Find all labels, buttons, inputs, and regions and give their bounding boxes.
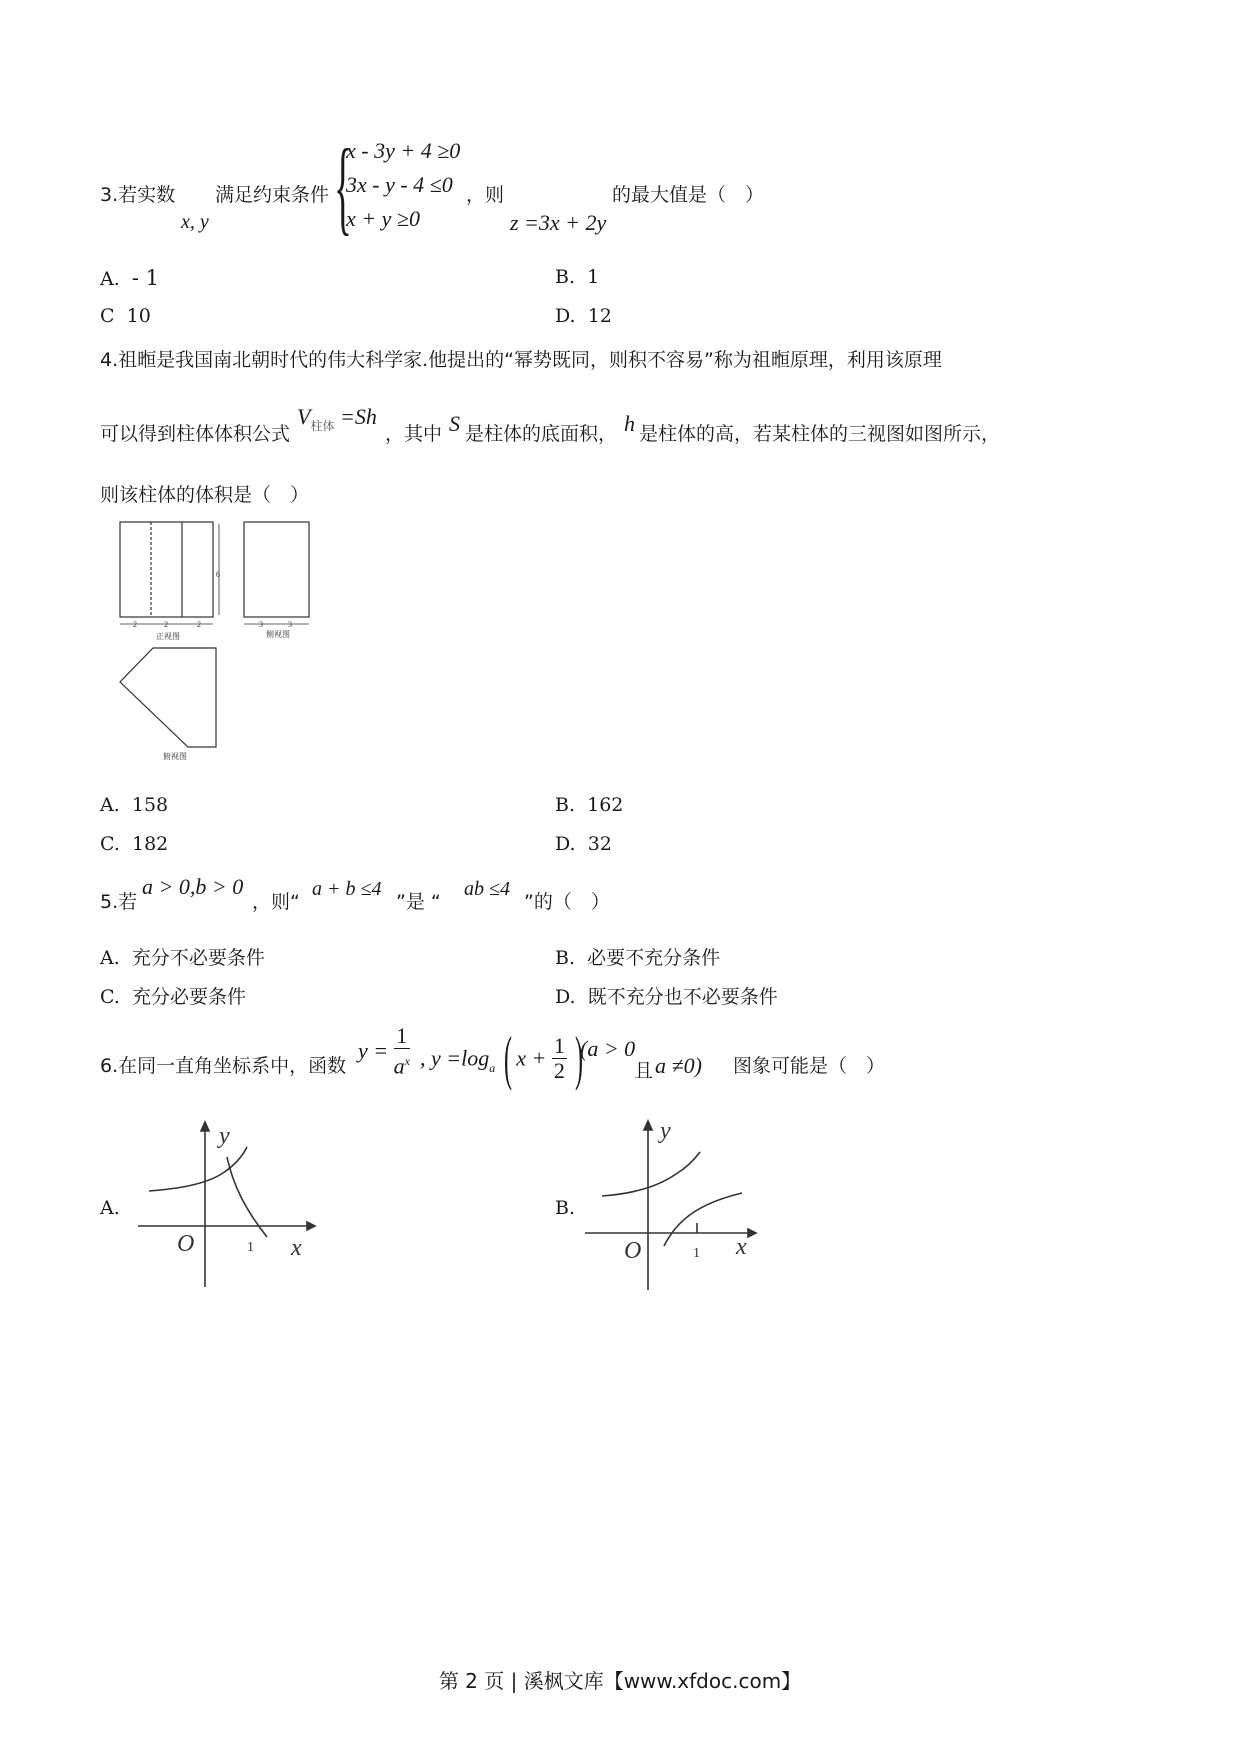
origin-label: O <box>177 1231 195 1257</box>
q6-cond-b: a ≠0) <box>655 1053 702 1078</box>
option-value: 158 <box>131 794 169 816</box>
option-label: A. <box>100 268 120 290</box>
q4-option-b[interactable] <box>555 794 623 816</box>
q3-stem-d: 的最大值是（ ） <box>612 184 765 206</box>
q6-option-a-label[interactable]: A. <box>100 1197 120 1219</box>
front-dim-2: 2 <box>164 620 168 629</box>
option-label: B. <box>555 266 576 288</box>
q3-option-b[interactable] <box>555 266 599 288</box>
q3-stem-b: 满足约束条件 <box>215 184 330 206</box>
option-label: C. <box>100 986 120 1008</box>
f2-fraction <box>552 1034 567 1083</box>
q3-option-d[interactable] <box>555 305 612 327</box>
q6-function-1 <box>358 1024 410 1078</box>
option-label: D. <box>555 833 576 855</box>
q3-stem-a: 3.若实数 <box>100 184 176 206</box>
q3-stem-c: ，则 <box>466 184 505 206</box>
q3-constraint-2: 3x - y - 4 ≤0 <box>346 172 453 197</box>
q4-three-view-figure <box>112 515 322 763</box>
top-view-label: 俯视图 <box>163 752 187 761</box>
option-label: C. <box>100 833 120 855</box>
q4-line-2c: 是柱体的底面积， <box>465 423 618 445</box>
q4-option-a[interactable] <box>100 794 168 816</box>
q6-cond-qie: 且 <box>634 1060 654 1082</box>
f1-den-sup: x <box>404 1054 410 1068</box>
q4-h-symbol: h <box>624 411 635 436</box>
axis-x-label: x <box>736 1234 747 1260</box>
front-view-label: 正视图 <box>156 632 180 641</box>
f2-base: a <box>489 1061 496 1075</box>
q3-constraint-3: x + y ≥0 <box>346 206 420 231</box>
q6-cond-a: (a > 0 <box>580 1036 636 1061</box>
x-axis-arrow <box>748 1229 756 1237</box>
q4-option-c[interactable] <box>100 833 168 855</box>
q6-graph-a[interactable] <box>135 1115 325 1290</box>
side-view-label: 侧视图 <box>266 630 290 639</box>
q5-option-b[interactable] <box>555 943 720 970</box>
f1-num: 1 <box>394 1024 410 1049</box>
formula-v: V <box>297 404 311 429</box>
top-view-polygon <box>120 648 216 747</box>
side-view-rect <box>244 522 309 617</box>
q5-stem-a: 5.若 <box>100 891 138 913</box>
q5-option-d[interactable] <box>555 982 778 1009</box>
f2-num: 1 <box>553 1033 565 1058</box>
option-value: 32 <box>587 833 612 855</box>
q5-option-c[interactable] <box>100 982 246 1009</box>
f2-den: 2 <box>553 1058 565 1083</box>
y-axis-arrow <box>644 1121 652 1130</box>
f1-den-base: a <box>393 1053 405 1079</box>
f1-lhs: y = <box>358 1038 389 1064</box>
formula-rhs: =Sh <box>339 404 377 429</box>
q4-line-3: 则该柱体的体积是（ ） <box>100 484 310 506</box>
option-label: A. <box>100 794 120 816</box>
option-value: 1 <box>587 266 600 288</box>
axis-x-label: x <box>291 1235 302 1261</box>
q5-stem-c: ”是 “ <box>396 891 441 913</box>
f1-den <box>394 1049 410 1078</box>
q6-option-b-label[interactable]: B. <box>555 1197 576 1219</box>
option-value: 162 <box>587 794 624 816</box>
axis-y-label: y <box>660 1118 671 1144</box>
q5-p: a + b ≤4 <box>312 878 382 900</box>
q4-line-2b: ，其中 <box>385 423 443 445</box>
f2-arg-x: x + <box>516 1045 547 1071</box>
f2-paren-right: ) <box>575 1025 584 1091</box>
option-label: D. <box>555 305 576 327</box>
option-value: 充分必要条件 <box>132 986 247 1008</box>
option-value: 12 <box>587 305 612 327</box>
front-view-rect <box>120 522 213 617</box>
option-label: B. <box>555 794 576 816</box>
tick-label: 1 <box>693 1246 700 1261</box>
q5-stem-b: ，则“ <box>252 891 300 913</box>
q4-option-d[interactable] <box>555 833 612 855</box>
option-label: B. <box>555 947 576 969</box>
origin-label: O <box>624 1238 642 1264</box>
q4-line-2a: 可以得到柱体体积公式 <box>100 423 291 445</box>
q6-stem-a: 6.在同一直角坐标系中，函数 <box>100 1055 347 1077</box>
front-dim-3: 2 <box>197 620 201 629</box>
curve-exponential <box>149 1147 247 1191</box>
q4-s-symbol: S <box>449 411 460 436</box>
q3-brace: { <box>334 128 352 245</box>
option-value: 10 <box>126 305 151 327</box>
x-axis-arrow <box>307 1222 315 1230</box>
option-label: A. <box>100 947 120 969</box>
q5-condition: a > 0,b > 0 <box>142 874 244 899</box>
option-value: - 1 <box>131 266 159 290</box>
q3-option-a[interactable] <box>100 266 159 290</box>
front-dim-1: 2 <box>133 620 137 629</box>
option-value: 必要不充分条件 <box>587 947 721 969</box>
q3-vars: x, y <box>181 211 209 233</box>
y-axis-arrow <box>201 1122 209 1131</box>
side-dim-2: 3 <box>288 620 292 629</box>
q3-objective: z =3x + 2y <box>510 210 607 235</box>
height-dim: 6 <box>216 570 220 579</box>
f2-lhs: , y =log <box>420 1045 490 1071</box>
q4-line-2d: 是柱体的高，若某柱体的三视图如图所示， <box>639 423 1001 445</box>
axis-y-label: y <box>219 1123 230 1149</box>
option-value: 充分不必要条件 <box>131 947 265 969</box>
option-label: D. <box>555 986 576 1008</box>
q4-formula <box>297 404 377 433</box>
curve-log <box>227 1157 267 1237</box>
f1-fraction <box>394 1024 410 1078</box>
q5-stem-d: ”的（ ） <box>524 891 610 913</box>
q6-function-2 <box>420 1024 582 1093</box>
q6-graph-b[interactable] <box>580 1110 770 1295</box>
formula-sub: 柱体 <box>310 419 335 433</box>
tick-label: 1 <box>247 1240 254 1255</box>
q6-stem-b: 图象可能是（ ） <box>733 1055 886 1077</box>
side-dim-1: 3 <box>259 620 263 629</box>
q5-q: ab ≤4 <box>464 878 510 900</box>
curve-log <box>664 1193 742 1246</box>
q3-constraint-1: x - 3y + 4 ≥0 <box>346 138 461 163</box>
option-value: 既不充分也不必要条件 <box>587 986 778 1008</box>
option-label: C <box>100 305 115 327</box>
q4-line-1: 4.祖暅是我国南北朝时代的伟大科学家.他提出的“幂势既同，则积不容易”称为祖暅原理，利用该原理 <box>100 349 942 371</box>
option-value: 182 <box>132 833 169 855</box>
page-footer: 第 2 页 | 溪枫文库【www.xfdoc.com】 <box>438 1669 802 1693</box>
f2-paren-left: ( <box>503 1025 512 1091</box>
curve-exponential <box>602 1152 700 1196</box>
q3-option-c[interactable] <box>100 305 151 327</box>
q5-option-a[interactable] <box>100 943 265 970</box>
